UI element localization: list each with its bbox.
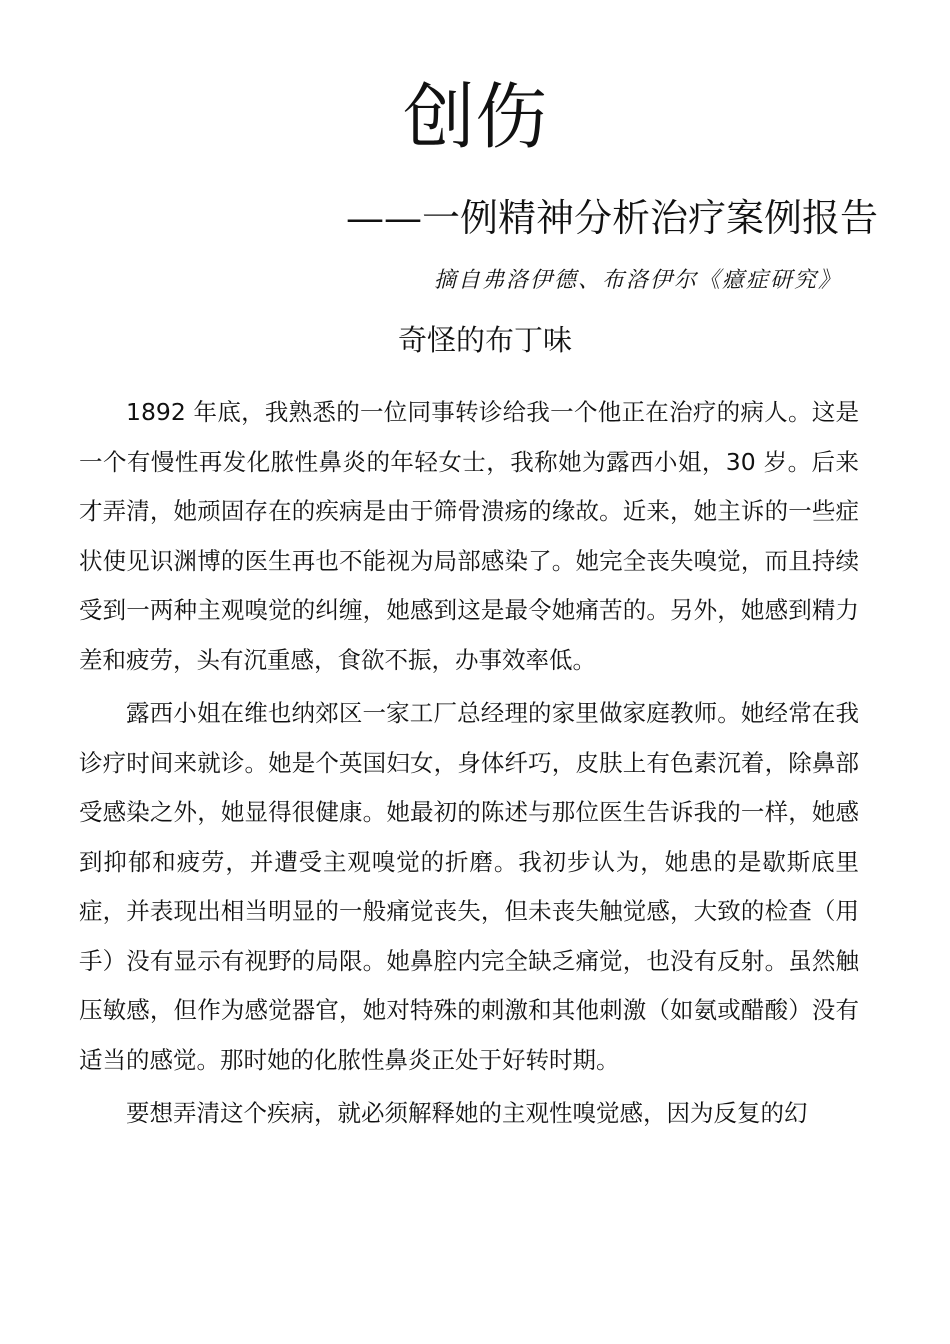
paragraph: 要想弄清这个疾病，就必须解释她的主观性嗅觉感，因为反复的幻 — [126, 1099, 808, 1127]
paragraph: 露西小姐在维也纳郊区一家工厂总经理的家里做家庭教师。她经常在我诊疗时间来就诊。她是个英国妇女，身体纤巧，皮肤上有色素沉着，除鼻部受感染之外，她显得很健康。她最初的陈述与那位医生告诉我的一样，她感到抑郁和疲劳，并遭受主观嗅觉的折磨。我初步认为，她患的是歇斯底里症，并表现出相当明显的一般痛觉丧失，但未丧失触觉感，大致的检查（用手）没有显示有视野的局限。她鼻腔内完全缺乏痛觉，也没有反射。虽然触压敏感，但作为感觉器官，她对特殊的刺激和其他刺激（如氨或醋酸）没有适当的感觉。那时她的化脓性鼻炎正处于好转时期。 — [79, 699, 859, 1074]
document-subtitle: ——一例精神分析治疗案例报告 — [345, 196, 878, 240]
section-heading: 奇怪的布丁味 — [397, 323, 572, 357]
document-title: 创伤 — [402, 75, 547, 159]
body-text — [79, 388, 859, 1143]
source-citation: 摘自弗洛伊德、布洛伊尔《癔症研究》 — [433, 268, 842, 293]
paragraph: 1892 年底，我熟悉的一位同事转诊给我一个他正在治疗的病人。这是一个有慢性再发化脓性鼻炎的年轻女士，我称她为露西小姐，30 岁。后来才弄清，她顽固存在的疾病是由于筛骨溃疡的缘故。近来，她主诉的一些症状使见识渊博的医生再也不能视为局部感染了。她完全丧失嗅觉，而且持续受到一两种主观嗅觉的纠缠，她感到这是最令她痛苦的。另外，她感到精力差和疲劳，头有沉重感，食欲不振，办事效率低。 — [79, 398, 859, 674]
